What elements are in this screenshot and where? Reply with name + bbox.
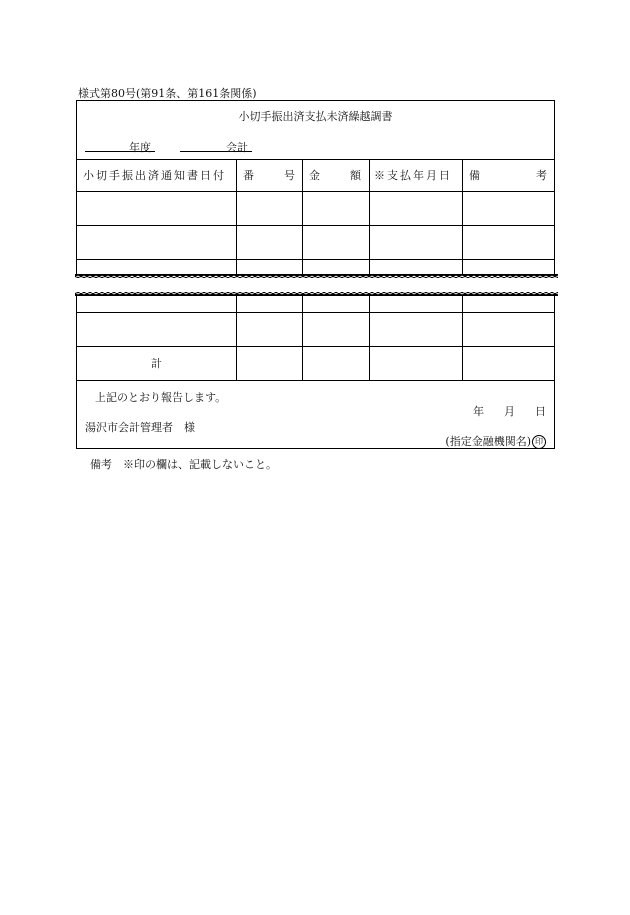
row-rule bbox=[77, 191, 554, 192]
col-header-remarks: 備 考 bbox=[469, 169, 549, 182]
date-month-label: 月 bbox=[504, 405, 515, 418]
break-line-bottom bbox=[75, 292, 558, 296]
document-title: 小切手振出済支払未済繰越調書 bbox=[238, 110, 393, 123]
footnote: 備考 ※印の欄は、記載しないこと。 bbox=[90, 458, 277, 471]
addressee: 湯沢市会計管理者 様 bbox=[85, 421, 195, 434]
date-year-label: 年 bbox=[473, 405, 484, 418]
seal-mark: 印 bbox=[532, 435, 546, 449]
break-line-top bbox=[75, 274, 558, 278]
col-header-date: 小切手振出済通知書日付 bbox=[83, 169, 226, 182]
account-label: 会計 bbox=[226, 139, 252, 152]
fiscal-line bbox=[85, 139, 252, 152]
col-header-amount: 金 額 bbox=[309, 169, 363, 182]
omission-break bbox=[75, 274, 558, 296]
row-rule bbox=[77, 259, 554, 260]
bank-name-line bbox=[445, 433, 546, 449]
row-rule bbox=[77, 312, 554, 313]
col-divider bbox=[302, 159, 303, 380]
year-blank[interactable] bbox=[85, 139, 129, 152]
year-label: 年度 bbox=[129, 139, 155, 152]
col-header-number: 番 号 bbox=[243, 169, 297, 182]
report-statement: 上記のとおり報告します。 bbox=[95, 391, 227, 404]
form-frame bbox=[76, 100, 555, 449]
col-divider bbox=[369, 159, 370, 380]
table-top-rule bbox=[77, 159, 554, 160]
row-rule bbox=[77, 225, 554, 226]
row-rule bbox=[77, 346, 554, 347]
total-label: 計 bbox=[151, 357, 162, 370]
bank-label: (指定金融機関名) bbox=[445, 435, 531, 448]
col-header-payment-date: ※支払年月日 bbox=[374, 169, 452, 182]
col-divider bbox=[236, 159, 237, 380]
col-divider bbox=[462, 159, 463, 380]
account-blank[interactable] bbox=[180, 139, 226, 152]
report-date bbox=[453, 403, 546, 419]
table-bottom-rule bbox=[77, 380, 554, 381]
form-number: 様式第80号(第91条、第161条関係) bbox=[78, 87, 257, 100]
date-day-label: 日 bbox=[535, 405, 546, 418]
